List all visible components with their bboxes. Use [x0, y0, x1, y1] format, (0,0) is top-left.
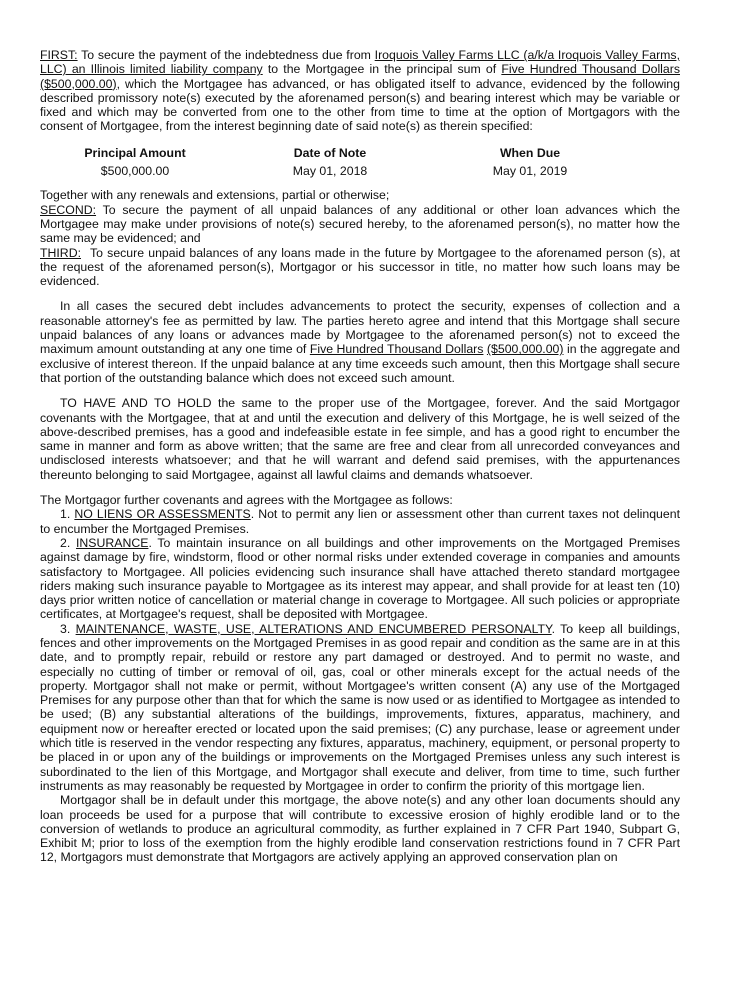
- first-text-1: To secure the payment of the indebtedness due from: [81, 48, 371, 62]
- secured-debt-text-2: in the aggregate and exclusive of interest thereon. If the unpaid balance at any time exceeds such amount, then this Mortgage shall secure that portion of the outstanding balance which does not exceed such amount.: [40, 342, 680, 385]
- covenant-3-text: . To keep all buildings, fences and other improvements on the Mortgaged Premises in as good repair and condition as the same are in at this date, and to promptly repair, rebuild or restore any part damaged or destroyed. And to permit no waste, and especially no cutting of timber or removal of oil, gas, coal or other minerals except for the actual needs of the property. Mortgagor shall not make or permit, without Mortgagee's written consent (A) any use of the Mortgaged Premises for any purpose other than that for which the same is now used or as identified to Mortgagee as intended to be used; (B) any substantial alterations of the buildings, improvements, fixtures, apparatus, machinery, and equipment now or hereafter erected or located upon the said premises; (C) any purchase, lease or agreement under which title is reserved in the vendor respecting any fixtures, apparatus, machinery, equipment, or personal property to be placed in or upon any of the buildings or improvements on the Mortgaged Premises unless any such interest is subordinated to the lien of this Mortgage, and Mortgagor shall execute and deliver, from time to time, such further instruments as may reasonably be requested by Mortgagee in order to confirm the priority of this mortgage lien.: [40, 621, 680, 793]
- covenant-2-number: 2.: [60, 535, 71, 550]
- secured-amount-number: ($500,000.00): [486, 342, 564, 357]
- notes-header: Date of Note: [293, 145, 367, 160]
- first-amount-words: Five Hundred Thousand Dollars: [501, 62, 680, 77]
- first-clause: [40, 48, 680, 134]
- notes-header: Principal Amount: [84, 145, 186, 160]
- first-text-2: to the Mortgagee in the principal sum of: [267, 62, 497, 77]
- borrower-name: Iroquois Valley Farms LLC (a/k/a Iroquois Valley Farms, LLC) an Illinois limited liability company: [40, 48, 680, 77]
- first-label: FIRST:: [40, 48, 78, 62]
- covenants-intro: The Mortgagor further covenants and agrees with the Mortgagee as follows:: [40, 493, 453, 508]
- third-text: To secure unpaid balances of any loans made in the future by Mortgagee to the aforenamed person (s), at the request of the aforenamed person(s), Mortgagor or his successor in title, no matter how such loans may be evidenced.: [40, 245, 680, 289]
- first-amount-number: ($500,000.00): [40, 76, 117, 91]
- second-clause: [40, 203, 680, 246]
- covenant-1-text: . Not to permit any lien or assessment other than current taxes not delinquent to encumber the Mortgaged Premises.: [40, 507, 680, 536]
- secured-amount-words: Five Hundred Thousand Dollars: [309, 342, 484, 357]
- covenant-3: [40, 622, 680, 794]
- notes-cell: May 01, 2019: [492, 164, 568, 179]
- habendum-paragraph: TO HAVE AND TO HOLD the same to the proper use of the Mortgagee, forever. And the said Mortgagor covenants with the Mortgagee, that at and until the execution and delivery of this Mortgage, he is well seized of the above-described premises, has a good and indefeasible estate in fee simple, and has a good right to encumber the same in manner and form as above written; that the same are free and clear from all unrecorded conveyances and undisclosed interests whatsoever; and that he will warrant and defend said premises, with the appurtenances thereunto belonging to said Mortgagee, against all lawful claims and demands whatsoever.: [40, 396, 680, 482]
- covenant-2-title: INSURANCE: [76, 535, 149, 550]
- third-label: THIRD:: [40, 245, 81, 260]
- notes-cell: $500,000.00: [100, 164, 170, 179]
- secured-debt-paragraph: [40, 299, 680, 385]
- first-text-3: , which the Mortgagee has advanced, or has obligated itself to advance, evidenced by the following described promissory note(s) executed by the aforenamed person(s) and bearing interest which may be variable or fixed and which may be converted from one to the other from time to time at the option of Mortgagors with the consent of Mortgagee, from the interest beginning date of said note(s) as therein specified:: [40, 76, 680, 134]
- covenant-2-text: . To maintain insurance on all buildings and other improvements on the Mortgaged Premises against damage by fire, windstorm, flood or other normal risks under extended coverage in companies and amounts satisfactory to Mortgagee. All policies evidencing such insurance shall have attached thereto standard mortgagee riders making such insurance payable to Mortgagee as its interest may appear, and shall provide for at least ten (10) days prior written notice of cancellation or material change in coverage to Mortgagee. All such policies or appropriate certificates, at Mortgagee's request, shall be deposited with Mortgagee.: [40, 535, 680, 622]
- notes-table: [40, 146, 680, 179]
- notes-col-principal: [40, 146, 230, 179]
- notes-col-date: [230, 146, 430, 179]
- notes-col-due: [430, 146, 630, 179]
- covenant-1-title: NO LIENS OR ASSESSMENTS: [74, 507, 251, 522]
- renewals-line: Together with any renewals and extensions, partial or otherwise;: [40, 188, 390, 203]
- default-paragraph: Mortgagor shall be in default under this mortgage, the above note(s) and any other loan documents should any loan proceeds be used for a purpose that will contribute to excessive erosion of highly erodible land or to the conversion of wetlands to produce an agricultural commodity, as further explained in 7 CFR Part 1940, Subpart G, Exhibit M; prior to loss of the exemption from the highly erodible land conservation restrictions found in 7 CFR Part 12, Mortgagors must demonstrate that Mortgagors are actively applying an approved conservation plan on: [40, 793, 680, 865]
- covenant-3-number: 3.: [60, 621, 71, 636]
- covenant-3-title: MAINTENANCE, WASTE, USE, ALTERATIONS AND ENCUMBERED PERSONALTY: [75, 621, 552, 636]
- covenant-2: [40, 536, 680, 622]
- secured-debt-text-1: In all cases the secured debt includes advancements to protect the security, expenses of collection and a reasonable attorney's fee as permitted by law. The parties hereto agree and intend that this Mortgage shall secure unpaid balances of any loans or advances made by Mortgagee to the aforenamed person(s) not to exceed the maximum amount outstanding at any one time of: [40, 299, 680, 357]
- second-text: To secure the payment of all unpaid balances of any additional or other loan advances which the Mortgagee may make under provisions of note(s) secured hereby, to the aforenamed person(s), no matter how the same may be evidenced; and: [40, 202, 680, 246]
- covenant-1-number: 1.: [60, 507, 71, 522]
- notes-header: When Due: [499, 145, 561, 160]
- covenant-1: [40, 507, 680, 536]
- mortgage-page: [40, 48, 680, 865]
- third-clause: [40, 246, 680, 289]
- second-label: SECOND:: [40, 202, 97, 217]
- notes-cell: May 01, 2018: [292, 164, 368, 179]
